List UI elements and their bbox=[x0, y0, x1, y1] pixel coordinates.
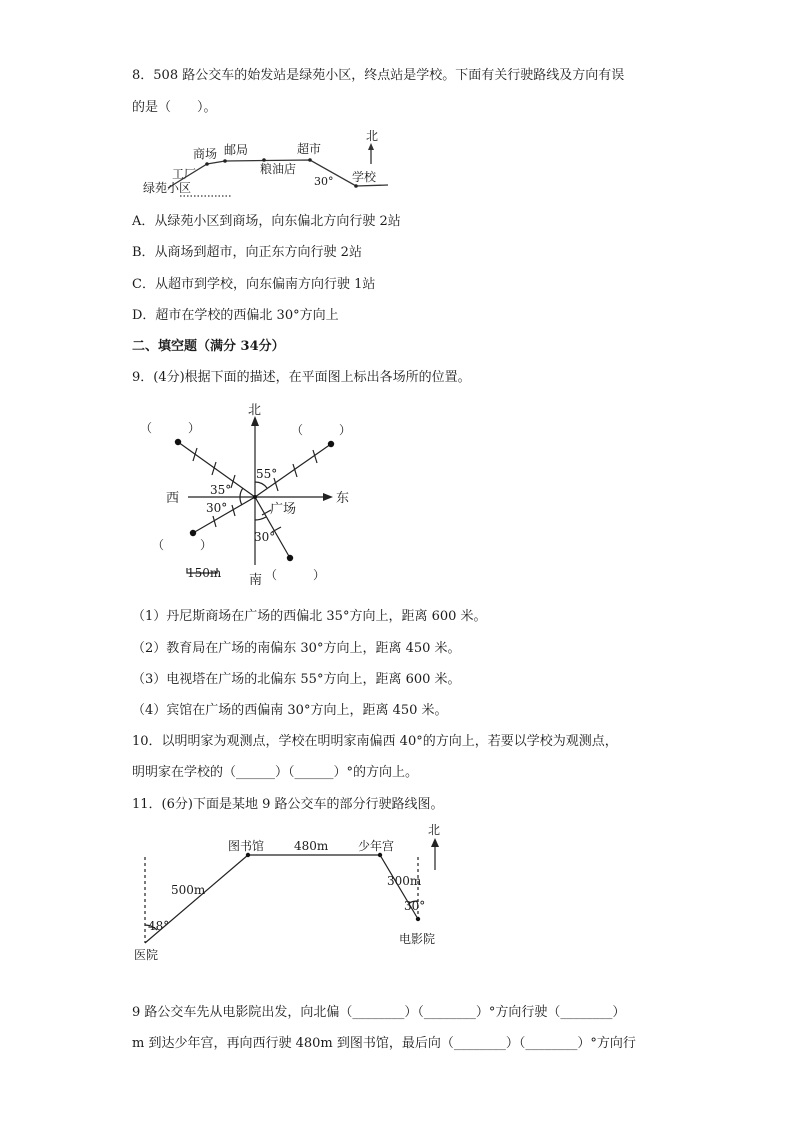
q8-stop-youju: 邮局 bbox=[224, 143, 249, 157]
q9-stem: 9．(4分)根据下面的描述，在平面图上标出各场所的位置。 bbox=[132, 370, 471, 385]
q8-north-label: 北 bbox=[366, 129, 379, 143]
q9-blank-nw: （ ） bbox=[140, 421, 201, 435]
q9-angle-30-south: 30° bbox=[254, 530, 276, 544]
q9-north-label: 北 bbox=[248, 403, 262, 418]
q11-place-cinema: 电影院 bbox=[399, 932, 436, 946]
q8-option-d: D．超市在学校的西偏北 30°方向上 bbox=[132, 308, 339, 323]
q9-blank-ne: （ ） bbox=[291, 423, 352, 437]
q9-item-1: （1）丹尼斯商场在广场的西偏北 35°方向上，距离 600 米。 bbox=[132, 609, 487, 624]
q8-option-a: A．从绿苑小区到商场，向东偏北方向行驶 2站 bbox=[132, 214, 401, 229]
q9-east-label: 东 bbox=[336, 491, 350, 506]
q9-south-label: 南 bbox=[249, 573, 263, 588]
q9-west-label: 西 bbox=[166, 491, 180, 506]
q8-stop-lvyuan: 绿苑小区 bbox=[143, 181, 192, 195]
section-title: 二、填空题（满分 34分） bbox=[132, 339, 285, 354]
q9-angle-30-west: 30° bbox=[206, 501, 228, 515]
q8-stop-xuexiao: 学校 bbox=[352, 170, 377, 184]
q9-item-3: （3）电视塔在广场的北偏东 55°方向上，距离 600 米。 bbox=[132, 672, 461, 687]
q11-north-label: 北 bbox=[428, 823, 441, 837]
q11-distance-300: 300m bbox=[387, 874, 422, 888]
q9-angle-55: 55° bbox=[256, 467, 278, 481]
q11-place-library: 图书馆 bbox=[228, 839, 265, 853]
q8-stop-gongchang: 工厂 bbox=[172, 167, 197, 181]
q9-blank-sw: （ ） bbox=[152, 538, 213, 552]
q11-stem: 11．(6分)下面是某地 9 路公交车的部分行驶路线图。 bbox=[132, 797, 444, 812]
q11-text-line1: 9 路公交车先从电影院出发，向北偏（________）（________）°方向行驶（________） bbox=[132, 1005, 626, 1020]
q11-angle-48: 48° bbox=[148, 919, 170, 933]
q9-item-4: （4）宾馆在广场的西偏南 30°方向上，距离 450 米。 bbox=[132, 703, 448, 718]
q11-angle-30: 30° bbox=[404, 899, 426, 913]
q9-center-label: 广场 bbox=[270, 502, 297, 517]
q8-option-c: C．从超市到学校，向东偏南方向行驶 1站 bbox=[132, 277, 376, 292]
q8-option-b: B．从商场到超市，向正东方向行驶 2站 bbox=[132, 245, 362, 260]
q11-distance-480: 480m bbox=[294, 839, 329, 853]
q9-item-2: （2）教育局在广场的南偏东 30°方向上，距离 450 米。 bbox=[132, 641, 461, 656]
q8-stem-line1: 8．508 路公交车的始发站是绿苑小区，终点站是学校。下面有关行驶路线及方向有误 bbox=[132, 68, 625, 83]
q9-blank-s: （ ） bbox=[265, 568, 326, 582]
q10-line1: 10．以明明家为观测点，学校在明明家南偏西 40°的方向上，若要以学校为观测点， bbox=[132, 734, 618, 749]
q11-distance-500: 500m bbox=[171, 883, 206, 897]
q9-angle-35: 35° bbox=[210, 483, 232, 497]
q11-place-youth-palace: 少年宫 bbox=[358, 839, 395, 853]
q8-stem-line2: 的是（ ）。 bbox=[132, 100, 217, 115]
q11-place-hospital: 医院 bbox=[134, 948, 159, 962]
q8-angle-label: 30° bbox=[314, 175, 334, 188]
q9-scale-label: 150m bbox=[187, 566, 222, 580]
q8-stop-liangyoudian: 粮油店 bbox=[260, 162, 297, 176]
q10-line2: 明明家在学校的（______）（______）°的方向上。 bbox=[132, 765, 419, 780]
q8-stop-shangchang: 商场 bbox=[193, 147, 218, 161]
q11-text-line2: m 到达少年宫，再向西行驶 480m 到图书馆，最后向（________）（________）°方向行 bbox=[132, 1036, 636, 1051]
q8-stop-chaoshi: 超市 bbox=[297, 142, 322, 156]
